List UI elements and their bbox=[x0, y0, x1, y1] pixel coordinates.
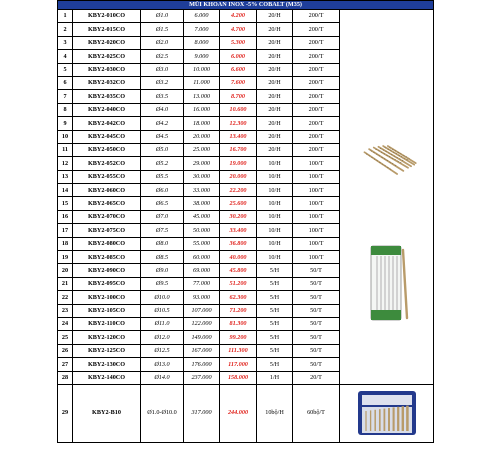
stt-cell: 3 bbox=[58, 36, 73, 49]
pack-qty-cell: 10/H bbox=[257, 251, 293, 264]
sale-price-cell: 12.300 bbox=[220, 117, 257, 130]
box-qty-cell: 100/T bbox=[293, 197, 340, 210]
box-qty-cell: 50/T bbox=[293, 331, 340, 344]
size-cell: Ø3.2 bbox=[141, 76, 184, 89]
code-cell: KBY2-030CO bbox=[73, 63, 141, 76]
stt-cell: 23 bbox=[58, 304, 73, 317]
box-qty-cell: 50/T bbox=[293, 317, 340, 330]
base-price-cell: 20.000 bbox=[184, 130, 220, 143]
size-cell: Ø12.0 bbox=[141, 331, 184, 344]
base-price-cell: 7.000 bbox=[184, 23, 220, 36]
base-price-cell: 11.000 bbox=[184, 76, 220, 89]
size-cell: Ø8.0 bbox=[141, 237, 184, 250]
stt-cell: 1 bbox=[58, 10, 73, 23]
pack-qty-cell: 20/H bbox=[257, 117, 293, 130]
sale-price-cell: 62.300 bbox=[220, 291, 257, 304]
price-sheet bbox=[57, 0, 433, 443]
sale-price-cell: 36.800 bbox=[220, 237, 257, 250]
product-image-cell bbox=[340, 10, 434, 385]
stt-cell: 22 bbox=[58, 291, 73, 304]
size-cell: Ø5.2 bbox=[141, 157, 184, 170]
code-cell: KBY2-052CO bbox=[73, 157, 141, 170]
box-qty-cell: 100/T bbox=[293, 251, 340, 264]
set-image-cell bbox=[340, 384, 434, 442]
box-qty-cell: 200/T bbox=[293, 76, 340, 89]
box-qty-cell: 200/T bbox=[293, 117, 340, 130]
box-qty-cell: 200/T bbox=[293, 36, 340, 49]
stt-cell: 15 bbox=[58, 197, 73, 210]
sale-price-cell: 45.800 bbox=[220, 264, 257, 277]
base-price-cell: 16.000 bbox=[184, 103, 220, 116]
code-cell: KBY2-075CO bbox=[73, 224, 141, 237]
stt-cell: 4 bbox=[58, 50, 73, 63]
pack-qty-cell: 10/H bbox=[257, 210, 293, 223]
pack-qty-cell: 20/H bbox=[257, 130, 293, 143]
stt-cell: 9 bbox=[58, 117, 73, 130]
code-cell: KBY2-035CO bbox=[73, 90, 141, 103]
code-cell: KBY2-010CO bbox=[73, 10, 141, 23]
box-qty-cell: 100/T bbox=[293, 237, 340, 250]
pack-qty-cell: 5/H bbox=[257, 304, 293, 317]
pack-qty-cell: 5/H bbox=[257, 331, 293, 344]
size-cell: Ø11.0 bbox=[141, 317, 184, 330]
base-price-cell: 29.000 bbox=[184, 157, 220, 170]
box-qty-cell: 50/T bbox=[293, 277, 340, 290]
size-cell: Ø5.5 bbox=[141, 170, 184, 183]
sale-price-cell: 51.200 bbox=[220, 277, 257, 290]
sale-price-cell: 6.600 bbox=[220, 63, 257, 76]
set-row bbox=[58, 384, 434, 442]
set-stt-cell: 29 bbox=[58, 384, 73, 442]
code-cell: KBY2-105CO bbox=[73, 304, 141, 317]
box-qty-cell: 200/T bbox=[293, 10, 340, 23]
box-qty-cell: 20/T bbox=[293, 371, 340, 384]
stt-cell: 27 bbox=[58, 358, 73, 371]
pack-qty-cell: 5/H bbox=[257, 277, 293, 290]
code-cell: KBY2-080CO bbox=[73, 237, 141, 250]
code-cell: KBY2-125CO bbox=[73, 344, 141, 357]
base-price-cell: 176.000 bbox=[184, 358, 220, 371]
base-price-cell: 25.000 bbox=[184, 143, 220, 156]
sale-price-cell: 13.400 bbox=[220, 130, 257, 143]
base-price-cell: 33.000 bbox=[184, 184, 220, 197]
box-qty-cell: 200/T bbox=[293, 103, 340, 116]
base-price-cell: 167.000 bbox=[184, 344, 220, 357]
size-cell: Ø2.5 bbox=[141, 50, 184, 63]
size-cell: Ø4.5 bbox=[141, 130, 184, 143]
pack-qty-cell: 20/H bbox=[257, 143, 293, 156]
code-cell: KBY2-120CO bbox=[73, 331, 141, 344]
set-box-qty-cell: 60bộ/T bbox=[293, 384, 340, 442]
size-cell: Ø5.0 bbox=[141, 143, 184, 156]
sale-price-cell: 16.700 bbox=[220, 143, 257, 156]
box-qty-cell: 50/T bbox=[293, 291, 340, 304]
code-cell: KBY2-032CO bbox=[73, 76, 141, 89]
box-qty-cell: 100/T bbox=[293, 224, 340, 237]
base-price-cell: 77.000 bbox=[184, 277, 220, 290]
set-pack-qty-cell: 10bộ/H bbox=[257, 384, 293, 442]
sale-price-cell: 19.000 bbox=[220, 157, 257, 170]
code-cell: KBY2-055CO bbox=[73, 170, 141, 183]
box-qty-cell: 100/T bbox=[293, 210, 340, 223]
drill-pack-photo bbox=[365, 244, 409, 324]
stt-cell: 13 bbox=[58, 170, 73, 183]
base-price-cell: 18.000 bbox=[184, 117, 220, 130]
pack-qty-cell: 10/H bbox=[257, 197, 293, 210]
stt-cell: 21 bbox=[58, 277, 73, 290]
size-cell: Ø4.2 bbox=[141, 117, 184, 130]
code-cell: KBY2-050CO bbox=[73, 143, 141, 156]
code-cell: KBY2-045CO bbox=[73, 130, 141, 143]
size-cell: Ø3.5 bbox=[141, 90, 184, 103]
code-cell: KBY2-015CO bbox=[73, 23, 141, 36]
set-base-price-cell: 317.000 bbox=[184, 384, 220, 442]
size-cell: Ø14.0 bbox=[141, 371, 184, 384]
stt-cell: 5 bbox=[58, 63, 73, 76]
sale-price-cell: 40.000 bbox=[220, 251, 257, 264]
size-cell: Ø4.0 bbox=[141, 103, 184, 116]
pack-qty-cell: 20/H bbox=[257, 10, 293, 23]
box-qty-cell: 200/T bbox=[293, 63, 340, 76]
pack-qty-cell: 10/H bbox=[257, 170, 293, 183]
stt-cell: 11 bbox=[58, 143, 73, 156]
stt-cell: 28 bbox=[58, 371, 73, 384]
size-cell: Ø8.5 bbox=[141, 251, 184, 264]
sale-price-cell: 20.000 bbox=[220, 170, 257, 183]
stt-cell: 7 bbox=[58, 90, 73, 103]
stt-cell: 2 bbox=[58, 23, 73, 36]
set-code-cell: KBY2-B10 bbox=[73, 384, 141, 442]
stt-cell: 20 bbox=[58, 264, 73, 277]
price-table bbox=[57, 0, 434, 443]
sale-price-cell: 6.000 bbox=[220, 50, 257, 63]
base-price-cell: 93.000 bbox=[184, 291, 220, 304]
sale-price-cell: 10.600 bbox=[220, 103, 257, 116]
stt-cell: 14 bbox=[58, 184, 73, 197]
sale-price-cell: 33.400 bbox=[220, 224, 257, 237]
base-price-cell: 50.000 bbox=[184, 224, 220, 237]
stt-cell: 6 bbox=[58, 76, 73, 89]
box-qty-cell: 200/T bbox=[293, 50, 340, 63]
pack-qty-cell: 20/H bbox=[257, 90, 293, 103]
size-cell: Ø6.0 bbox=[141, 184, 184, 197]
sale-price-cell: 81.300 bbox=[220, 317, 257, 330]
set-size-cell: Ø1.0-Ø10.0 bbox=[141, 384, 184, 442]
table-title: MŨI KHOAN INOX -5% COBALT (M35) bbox=[58, 1, 434, 10]
box-qty-cell: 50/T bbox=[293, 344, 340, 357]
pack-qty-cell: 1/H bbox=[257, 371, 293, 384]
size-cell: Ø7.5 bbox=[141, 224, 184, 237]
size-cell: Ø3.0 bbox=[141, 63, 184, 76]
sale-price-cell: 25.600 bbox=[220, 197, 257, 210]
pack-qty-cell: 20/H bbox=[257, 103, 293, 116]
code-cell: KBY2-110CO bbox=[73, 317, 141, 330]
code-cell: KBY2-025CO bbox=[73, 50, 141, 63]
set-sale-price-cell: 244.000 bbox=[220, 384, 257, 442]
base-price-cell: 122.000 bbox=[184, 317, 220, 330]
code-cell: KBY2-065CO bbox=[73, 197, 141, 210]
code-cell: KBY2-090CO bbox=[73, 264, 141, 277]
box-qty-cell: 100/T bbox=[293, 157, 340, 170]
base-price-cell: 10.000 bbox=[184, 63, 220, 76]
pack-qty-cell: 20/H bbox=[257, 63, 293, 76]
box-qty-cell: 200/T bbox=[293, 90, 340, 103]
size-cell: Ø1.0 bbox=[141, 10, 184, 23]
box-qty-cell: 50/T bbox=[293, 264, 340, 277]
base-price-cell: 45.000 bbox=[184, 210, 220, 223]
sale-price-cell: 158.000 bbox=[220, 371, 257, 384]
size-cell: Ø9.5 bbox=[141, 277, 184, 290]
sale-price-cell: 99.200 bbox=[220, 331, 257, 344]
base-price-cell: 8.000 bbox=[184, 36, 220, 49]
stt-cell: 25 bbox=[58, 331, 73, 344]
code-cell: KBY2-095CO bbox=[73, 277, 141, 290]
box-qty-cell: 50/T bbox=[293, 304, 340, 317]
base-price-cell: 55.000 bbox=[184, 237, 220, 250]
pack-qty-cell: 20/H bbox=[257, 50, 293, 63]
size-cell: Ø9.0 bbox=[141, 264, 184, 277]
stt-cell: 8 bbox=[58, 103, 73, 116]
drill-set-case-photo bbox=[356, 387, 418, 439]
pack-qty-cell: 20/H bbox=[257, 76, 293, 89]
sale-price-cell: 30.200 bbox=[220, 210, 257, 223]
box-qty-cell: 200/T bbox=[293, 130, 340, 143]
base-price-cell: 9.000 bbox=[184, 50, 220, 63]
size-cell: Ø2.0 bbox=[141, 36, 184, 49]
base-price-cell: 6.000 bbox=[184, 10, 220, 23]
sale-price-cell: 8.700 bbox=[220, 90, 257, 103]
pack-qty-cell: 10/H bbox=[257, 224, 293, 237]
table-row bbox=[58, 10, 434, 23]
box-qty-cell: 200/T bbox=[293, 143, 340, 156]
pack-qty-cell: 10/H bbox=[257, 237, 293, 250]
stt-cell: 10 bbox=[58, 130, 73, 143]
stt-cell: 17 bbox=[58, 224, 73, 237]
base-price-cell: 149.000 bbox=[184, 331, 220, 344]
size-cell: Ø12.5 bbox=[141, 344, 184, 357]
stt-cell: 18 bbox=[58, 237, 73, 250]
pack-qty-cell: 5/H bbox=[257, 317, 293, 330]
drill-bits-photo bbox=[352, 130, 422, 190]
code-cell: KBY2-070CO bbox=[73, 210, 141, 223]
code-cell: KBY2-060CO bbox=[73, 184, 141, 197]
box-qty-cell: 100/T bbox=[293, 184, 340, 197]
base-price-cell: 237.000 bbox=[184, 371, 220, 384]
sale-price-cell: 111.300 bbox=[220, 344, 257, 357]
sale-price-cell: 5.300 bbox=[220, 36, 257, 49]
stt-cell: 26 bbox=[58, 344, 73, 357]
size-cell: Ø13.0 bbox=[141, 358, 184, 371]
base-price-cell: 30.000 bbox=[184, 170, 220, 183]
pack-qty-cell: 20/H bbox=[257, 23, 293, 36]
sale-price-cell: 4.700 bbox=[220, 23, 257, 36]
box-qty-cell: 50/T bbox=[293, 358, 340, 371]
code-cell: KBY2-085CO bbox=[73, 251, 141, 264]
code-cell: KBY2-042CO bbox=[73, 117, 141, 130]
pack-qty-cell: 10/H bbox=[257, 184, 293, 197]
pack-qty-cell: 20/H bbox=[257, 36, 293, 49]
base-price-cell: 60.000 bbox=[184, 251, 220, 264]
sale-price-cell: 7.600 bbox=[220, 76, 257, 89]
pack-qty-cell: 5/H bbox=[257, 264, 293, 277]
stt-cell: 19 bbox=[58, 251, 73, 264]
title-row bbox=[58, 1, 434, 10]
code-cell: KBY2-100CO bbox=[73, 291, 141, 304]
pack-qty-cell: 5/H bbox=[257, 344, 293, 357]
stt-cell: 12 bbox=[58, 157, 73, 170]
box-qty-cell: 200/T bbox=[293, 23, 340, 36]
sale-price-cell: 117.000 bbox=[220, 358, 257, 371]
code-cell: KBY2-020CO bbox=[73, 36, 141, 49]
sale-price-cell: 4.200 bbox=[220, 10, 257, 23]
base-price-cell: 38.000 bbox=[184, 197, 220, 210]
sale-price-cell: 22.200 bbox=[220, 184, 257, 197]
code-cell: KBY2-140CO bbox=[73, 371, 141, 384]
size-cell: Ø10.0 bbox=[141, 291, 184, 304]
base-price-cell: 107.000 bbox=[184, 304, 220, 317]
size-cell: Ø10.5 bbox=[141, 304, 184, 317]
sale-price-cell: 71.200 bbox=[220, 304, 257, 317]
stt-cell: 24 bbox=[58, 317, 73, 330]
size-cell: Ø7.0 bbox=[141, 210, 184, 223]
base-price-cell: 13.000 bbox=[184, 90, 220, 103]
box-qty-cell: 100/T bbox=[293, 170, 340, 183]
pack-qty-cell: 5/H bbox=[257, 358, 293, 371]
code-cell: KBY2-040CO bbox=[73, 103, 141, 116]
size-cell: Ø6.5 bbox=[141, 197, 184, 210]
stt-cell: 16 bbox=[58, 210, 73, 223]
pack-qty-cell: 5/H bbox=[257, 291, 293, 304]
base-price-cell: 69.000 bbox=[184, 264, 220, 277]
pack-qty-cell: 10/H bbox=[257, 157, 293, 170]
code-cell: KBY2-130CO bbox=[73, 358, 141, 371]
size-cell: Ø1.5 bbox=[141, 23, 184, 36]
